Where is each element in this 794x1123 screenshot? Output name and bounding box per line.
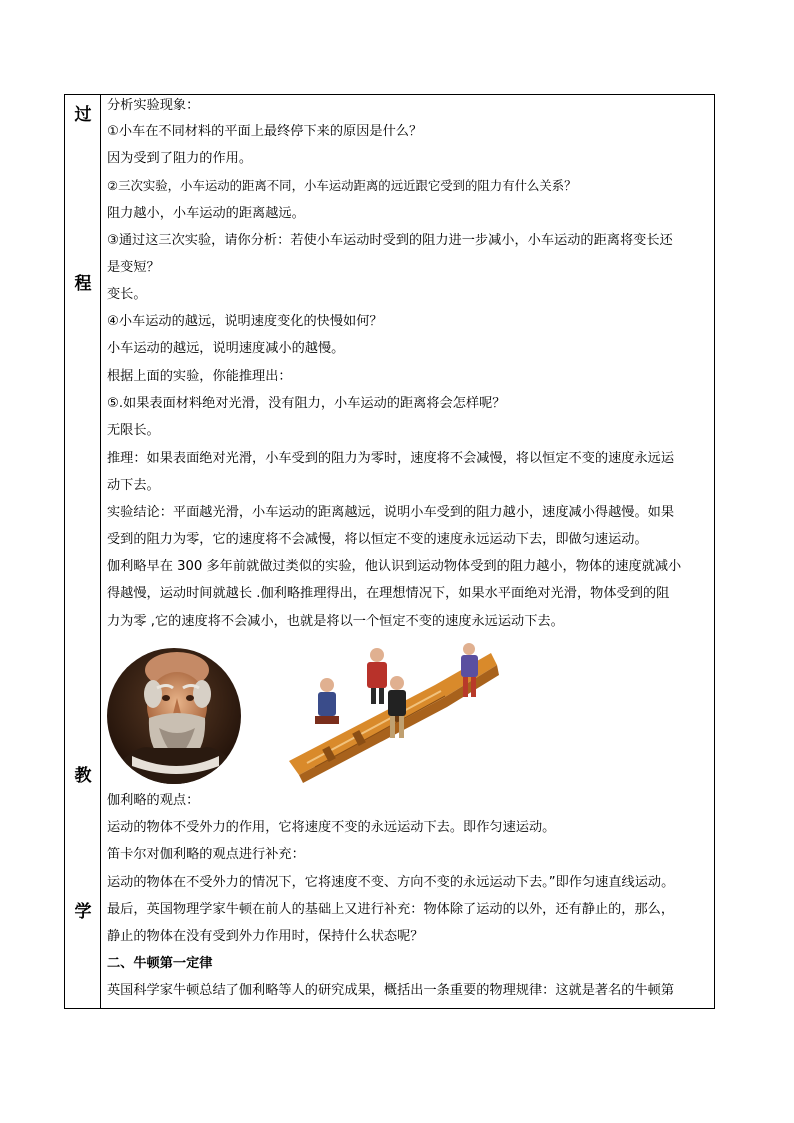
text-line: 是变短？	[107, 260, 160, 275]
text-line: 根据上面的实验，你能推理出：	[107, 369, 292, 384]
text-line: 分析实验现象：	[107, 98, 200, 113]
text-line: 力为零 ,它的速度将不会减小，也就是将以一个恒定不变的速度永远运动下去。	[107, 614, 564, 629]
side-label-xue: 学	[74, 902, 92, 922]
portrait-icon	[107, 648, 241, 784]
lesson-table	[64, 94, 715, 1009]
text-line: ④小车运动的越远，说明速度变化的快慢如何？	[107, 314, 383, 329]
text-line: 伽利略的观点：	[107, 793, 200, 808]
section-heading: 二、牛顿第一定律	[107, 956, 213, 971]
text-line: 笛卡尔对伽利略的观点进行补充：	[107, 847, 305, 862]
text-line: 无限长。	[107, 423, 160, 438]
text-line: 小车运动的越远，说明速度减小的越慢。	[107, 341, 345, 356]
text-line: 运动的物体不受外力的作用，它将速度不变的永远运动下去。即作匀速运动。	[107, 820, 556, 835]
text-line: ⑤.如果表面材料绝对光滑，没有阻力，小车运动的距离将会怎样呢？	[107, 396, 506, 411]
text-line: 因为受到了阻力的作用。	[107, 151, 253, 166]
side-label-jiao: 教	[74, 766, 92, 786]
text-line: 静止的物体在没有受到外力作用时，保持什么状态呢？	[107, 929, 424, 944]
text-line: 阻力越小，小车运动的距离越远。	[107, 206, 305, 221]
text-line: 最后，英国物理学家牛顿在前人的基础上又进行补充：物体除了运动的以外，还有静止的，那么，	[107, 902, 675, 917]
side-label-guo: 过	[74, 105, 92, 125]
experiment-icon	[285, 643, 500, 785]
process-column	[65, 95, 101, 1008]
text-line: 实验结论：平面越光滑，小车运动的距离越远，说明小车受到的阻力越小，速度减小得越慢。如果	[107, 505, 675, 520]
text-line: ①小车在不同材料的平面上最终停下来的原因是什么？	[107, 124, 423, 139]
text-line: 英国科学家牛顿总结了伽利略等人的研究成果，概括出一条重要的物理规律：这就是著名的牛顿第	[107, 983, 675, 998]
side-label-cheng: 程	[74, 274, 92, 294]
text-line: 动下去。	[107, 478, 160, 493]
text-line: ③通过这三次实验，请你分析：若使小车运动时受到的阻力进一步减小，小车运动的距离将变长还	[107, 233, 673, 248]
text-line: 得越慢，运动时间就越长 .伽利略推理得出，在理想情况下，如果水平面绝对光滑，物体受到的阻	[107, 586, 670, 601]
galileo-portrait-image	[107, 648, 241, 784]
text-line: ②三次实验，小车运动的距离不同，小车运动距离的远近跟它受到的阻力有什么关系？	[107, 178, 577, 193]
text-line: 受到的阻力为零，它的速度将不会减慢，将以恒定不变的速度永远运动下去，即做匀速运动。	[107, 532, 648, 547]
text-line: 推理：如果表面绝对光滑，小车受到的阻力为零时，速度将不会减慢，将以恒定不变的速度永远运	[107, 451, 675, 466]
text-line: 运动的物体在不受外力的情况下，它将速度不变、方向不变的永远运动下去。”即作匀速直线运动。	[107, 875, 675, 890]
text-line: 变长。	[107, 287, 147, 302]
inclined-plane-illustration	[285, 643, 500, 785]
text-line: 伽利略早在 300 多年前就做过类似的实验，他认识到运动物体受到的阻力越小，物体的速度就减小	[107, 559, 682, 574]
